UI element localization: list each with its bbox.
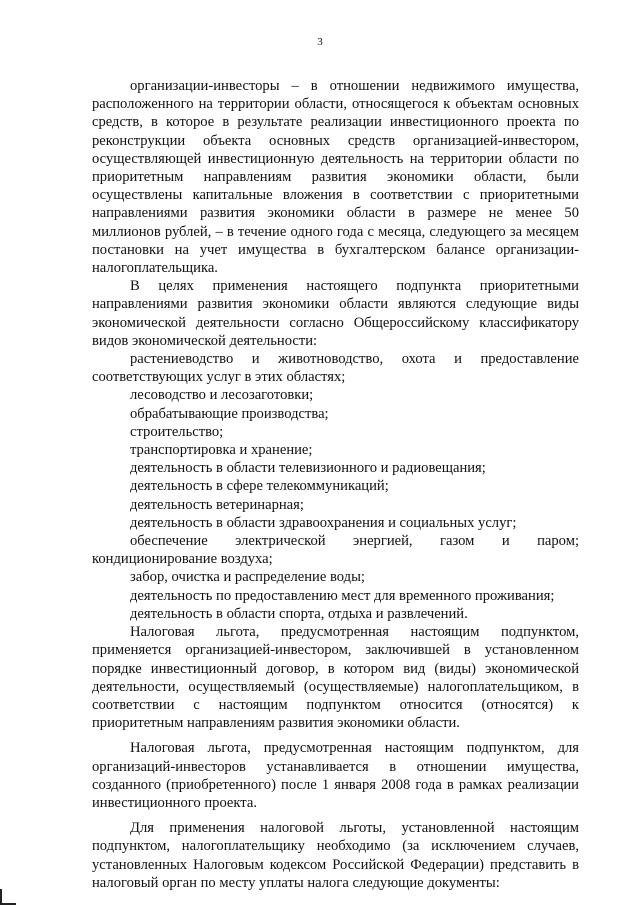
list-item: строительство; xyxy=(130,423,224,440)
paragraph-required-documents: Для применения налоговой льготы, установленной настоящим подпунктом, налогоплательщику необходимо (за исключением случаев, установленных Налоговым кодексом Российской Федерации) представить в налоговый орган по месту уплаты налога следующие документы: xyxy=(92,820,579,891)
list-item: обеспечение электрической энергией, газом и паром; кондиционирование воздуха; xyxy=(92,533,579,568)
paragraph-benefit-application: Налоговая льгота, предусмотренная настоящим подпунктом, применяется организацией-инвестором, заключившей в установленном порядке инвестиционный договор, в котором вид (виды) экономической деятельности, осуществляемый (осуществляемые) налогоплательщиком, в соответствии с настоящим подпунктом относится (относятся) к приоритетным направлениям развития экономики области. xyxy=(92,624,579,732)
list-item: обрабатывающие производства; xyxy=(130,405,329,422)
list-item: растениеводство и животноводство, охота и предоставление соответствующих услуг в этих областях; xyxy=(92,351,579,386)
list-item: деятельность в области здравоохранения и социальных услуг; xyxy=(130,514,517,531)
list-item: деятельность в области спорта, отдыха и развлечений. xyxy=(130,605,468,622)
page-number: 3 xyxy=(317,36,323,48)
list-item: деятельность по предоставлению мест для временного проживания; xyxy=(130,587,555,604)
list-item: деятельность ветеринарная; xyxy=(130,496,304,513)
list-item: забор, очистка и распределение воды; xyxy=(130,569,365,586)
list-item: транспортировка и хранение; xyxy=(130,442,313,459)
list-item: деятельность в сфере телекоммуникаций; xyxy=(130,478,389,495)
document-body xyxy=(92,77,579,892)
paragraph-benefit-property: Налоговая льгота, предусмотренная настоящим подпунктом, для организаций-инвесторов устанавливается в отношении имущества, созданного (приобретенного) после 1 января 2008 года в рамках реализации инвестиционного проекта. xyxy=(92,740,579,811)
list-item: лесоводство и лесозаготовки; xyxy=(130,387,314,404)
paragraph-priority-directions: В целях применения настоящего подпункта приоритетными направлениями развития экономики области являются следующие виды экономической деятельности согласно Общероссийскому классификатору видов экономической деятельности: xyxy=(92,278,579,349)
scan-corner-mark xyxy=(0,889,16,905)
list-item: деятельность в области телевизионного и радиовещания; xyxy=(130,460,486,477)
paragraph-investor-organizations: организации-инвесторы – в отношении недвижимого имущества, расположенного на территории области, относящегося к объектам основных средств, в которое в результате реализации инвестиционного проекта по реконструкции объекта основных средств организацией-инвестором, осуществляющей инвестиционную деятельность на территории области по приоритетным направлениям развития экономики области, были осуществлены капитальные вложения в соответствии с приоритетными направлениями развития экономики области в размере не менее 50 миллионов рублей, – в течение одного года с месяца, следующего за месяцем постановки на учет имущества в бухгалтерском балансе организации-налогоплательщика. xyxy=(92,78,579,277)
